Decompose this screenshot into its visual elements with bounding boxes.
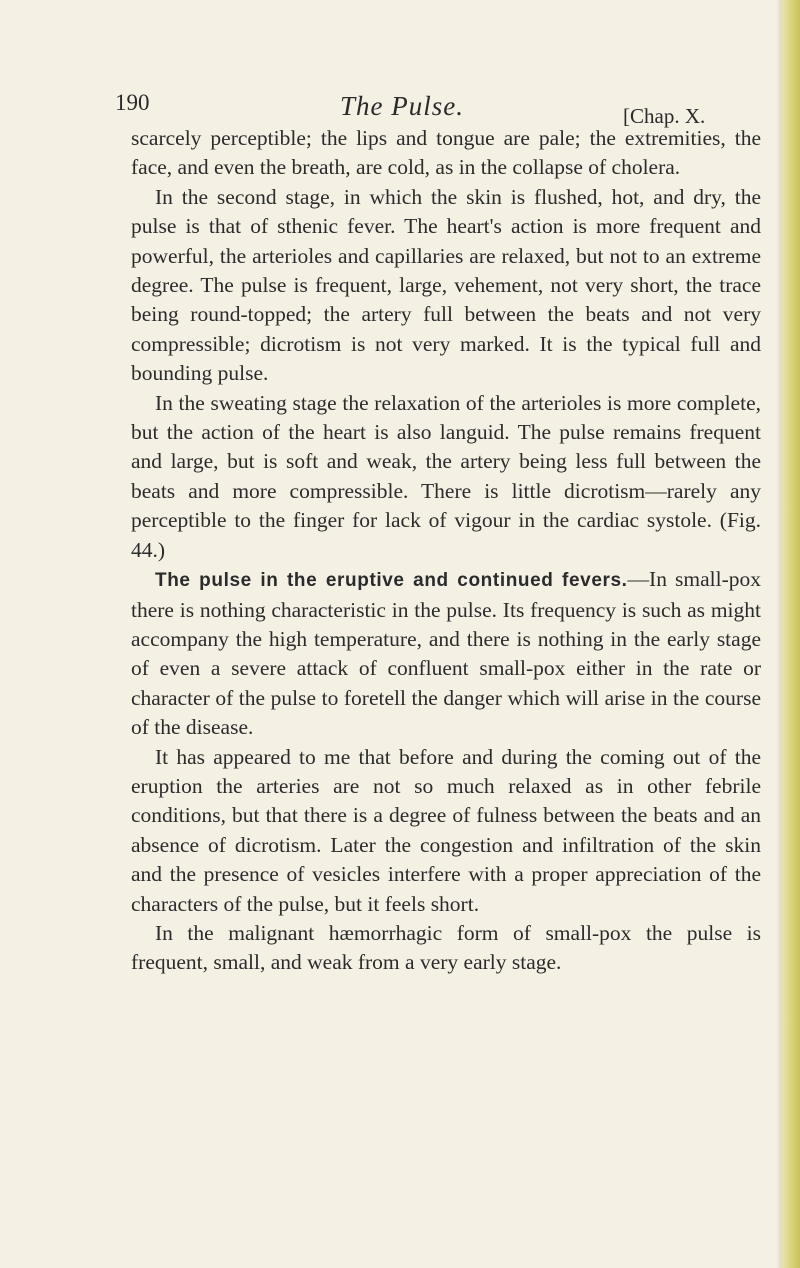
page-number: 190 (115, 90, 150, 115)
page-edge (782, 0, 800, 1268)
running-title: The Pulse. (340, 91, 464, 121)
body-text (131, 124, 761, 978)
paragraph-4-text: —In small-pox there is nothing characteristic in the pulse. Its frequency is such as might accompany the high temperature, and there is nothing in the early stage of even a severe attack of confluent small-pox either in the rate or character of the pulse to foretell the danger which will arise in the course of the disease. (131, 567, 761, 740)
paragraph-3: In the sweating stage the relaxation of the arterioles is more complete, but the action of the heart is also languid. The pulse remains frequent and large, but is soft and weak, the artery being less full between the beats and more compressible. There is little dicrotism—rarely any perceptible to the finger for lack of vigour in the cardiac systole. (Fig. 44.) (131, 390, 761, 562)
chapter-reference: [Chap. X. (623, 104, 706, 128)
paragraph-5: It has appeared to me that before and during the coming out of the eruption the arteries are not so much relaxed as in other febrile conditions, but that there is a degree of fulness between the beats and an absence of dicrotism. Later the congestion and infiltration of the skin and the presence of vesicles interfere with a proper appreciation of the characters of the pulse, but it feels short. (131, 744, 761, 916)
paragraph-6: In the malignant hæmorrhagic form of small-pox the pulse is frequent, small, and weak from a very early stage. (131, 920, 761, 975)
paragraph-1: scarcely perceptible; the lips and tongue are pale; the extremities, the face, and even the breath, are cold, as in the collapse of cholera. (131, 126, 761, 180)
paragraph-4 (131, 565, 761, 742)
section-heading: The pulse in the eruptive and continued fevers. (155, 570, 628, 592)
paragraph-2: In the second stage, in which the skin is flushed, hot, and dry, the pulse is that of sthenic fever. The heart's action is more frequent and powerful, the arterioles and capillaries are relaxed, but not to an extreme degree. The pulse is frequent, large, vehement, not very short, the trace being round-topped; the artery full between the beats and not very compressible; dicrotism is not very marked. It is the typical full and bounding pulse. (131, 184, 761, 386)
